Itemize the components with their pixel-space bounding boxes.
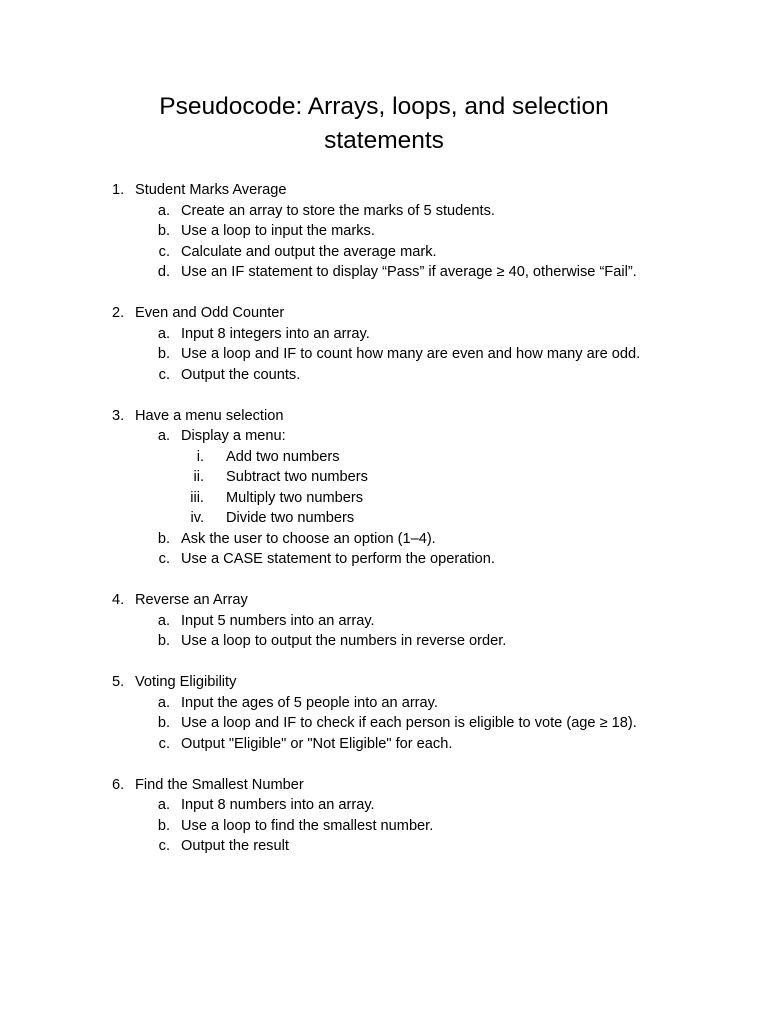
list-item-text: Input 8 integers into an array. [181, 325, 370, 342]
list-item-text: Use a loop to input the marks. [181, 223, 375, 239]
section-heading-text: Student Marks Average [135, 182, 287, 198]
list-item-text: Use an IF statement to display “Pass” if average ≥ 40, otherwise “Fail”. [181, 264, 637, 280]
list-item-marker: c. [158, 366, 170, 383]
section-heading-text: Have a menu selection [135, 407, 284, 424]
section-heading-marker: 5. [112, 674, 125, 690]
list-item-marker: b. [157, 633, 170, 649]
list-item-text: Output "Eligible" or "Not Eligible" for each. [181, 735, 453, 752]
exercise-section [0, 180, 768, 283]
list-item [0, 426, 768, 447]
section-heading [0, 590, 768, 611]
sub-list-item-text: Multiply two numbers [226, 489, 364, 506]
list-item [0, 693, 768, 714]
list-item-marker: a. [157, 325, 170, 342]
sub-list-item-marker: ii. [193, 469, 204, 485]
sub-list-item [0, 467, 768, 488]
list-item-text: Use a loop to output the numbers in reverse order. [181, 633, 507, 649]
list-item [0, 549, 768, 570]
list-item-marker: a. [157, 797, 170, 813]
list-item-marker: a. [157, 694, 170, 711]
section-heading-text: Voting Eligibility [135, 674, 237, 690]
title-line-2: statements [324, 127, 444, 154]
list-item-marker: c. [158, 243, 170, 260]
exercise-section [0, 406, 768, 570]
sub-list-item [0, 508, 768, 529]
section-heading [0, 672, 768, 693]
list-item-text: Use a CASE statement to perform the operation. [181, 551, 495, 567]
sub-list-item-text: Subtract two numbers [226, 469, 368, 485]
list-item [0, 611, 768, 632]
list-item-text: Create an array to store the marks of 5 students. [181, 202, 495, 219]
list-item-text: Display a menu: [181, 428, 286, 444]
list-item-marker: b. [157, 817, 170, 834]
list-item-marker: b. [157, 530, 170, 547]
sub-list-item [0, 488, 768, 509]
exercise-section [0, 590, 768, 652]
list-item-text: Input 8 numbers into an array. [181, 797, 375, 813]
list-item-marker: c. [158, 838, 170, 854]
list-item [0, 713, 768, 734]
title-line-1: Pseudocode: Arrays, loops, and selection [159, 93, 609, 120]
list-item [0, 816, 768, 837]
section-heading [0, 180, 768, 201]
list-item-text: Ask the user to choose an option (1–4). [181, 530, 436, 547]
sub-list-item-marker: iv. [190, 510, 204, 526]
list-item-text: Output the counts. [181, 366, 301, 383]
list-item-marker: c. [158, 551, 170, 567]
exercise-list [0, 180, 768, 877]
section-heading-text: Find the Smallest Number [135, 776, 304, 793]
list-item [0, 529, 768, 550]
list-item-marker: d. [157, 264, 170, 280]
section-heading [0, 406, 768, 427]
list-item [0, 221, 768, 242]
section-heading-text: Reverse an Array [135, 592, 248, 608]
page-title [120, 90, 648, 158]
list-item-marker: b. [157, 223, 170, 239]
sub-list-item-text: Add two numbers [226, 448, 340, 465]
list-item [0, 836, 768, 857]
sub-list-item-marker: i. [196, 448, 204, 465]
list-item-marker: a. [157, 202, 170, 219]
sub-list-item-text: Divide two numbers [226, 510, 355, 526]
section-heading-marker: 2. [112, 305, 125, 321]
list-item-text: Calculate and output the average mark. [181, 243, 437, 260]
section-heading [0, 775, 768, 796]
list-item [0, 365, 768, 386]
section-heading-marker: 4. [112, 592, 125, 608]
section-heading-marker: 6. [112, 776, 125, 793]
list-item [0, 201, 768, 222]
section-heading-text: Even and Odd Counter [135, 305, 285, 321]
list-item [0, 631, 768, 652]
section-heading-marker: 1. [112, 182, 125, 198]
exercise-section [0, 303, 768, 385]
list-item [0, 795, 768, 816]
list-item-text: Use a loop to find the smallest number. [181, 817, 434, 834]
list-item-text: Use a loop and IF to count how many are even and how many are odd. [181, 346, 641, 362]
list-item [0, 262, 768, 283]
list-item [0, 242, 768, 263]
sub-list-item-marker: iii. [190, 489, 204, 506]
list-item-text: Input 5 numbers into an array. [181, 612, 375, 629]
list-item [0, 344, 768, 365]
section-heading [0, 303, 768, 324]
exercise-section [0, 775, 768, 857]
list-item-marker: b. [157, 346, 170, 362]
list-item-marker: b. [157, 715, 170, 731]
list-item-text: Input the ages of 5 people into an array. [181, 694, 438, 711]
sub-list-item [0, 447, 768, 468]
list-item-text: Use a loop and IF to check if each person is eligible to vote (age ≥ 18). [181, 715, 637, 731]
list-item-marker: c. [158, 735, 170, 752]
list-item-text: Output the result [181, 838, 289, 854]
exercise-section [0, 672, 768, 754]
list-item [0, 324, 768, 345]
section-heading-marker: 3. [112, 407, 125, 424]
list-item-marker: a. [157, 428, 170, 444]
list-item-marker: a. [157, 612, 170, 629]
list-item [0, 734, 768, 755]
